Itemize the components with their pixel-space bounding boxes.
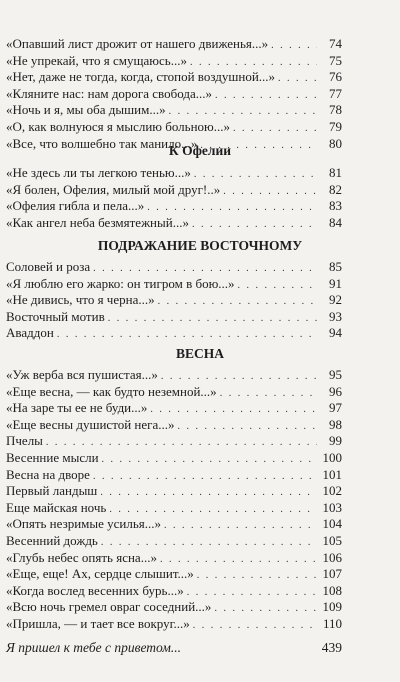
toc-entry[interactable] xyxy=(6,383,342,401)
entry-page: 98 xyxy=(329,416,342,432)
entry-page: 92 xyxy=(329,292,342,308)
entry-page: 106 xyxy=(322,549,342,565)
dot-leader xyxy=(57,326,317,344)
entry-title: «Я люблю его жарко: он тигром в бою...» xyxy=(6,275,235,291)
toc-entry[interactable] xyxy=(6,466,342,484)
toc-entry[interactable] xyxy=(6,324,342,342)
toc-entry[interactable] xyxy=(6,482,342,500)
entry-title: «Не здесь ли ты легкою тенью...» xyxy=(6,165,191,180)
entry-page: 84 xyxy=(329,214,342,230)
toc-entry[interactable] xyxy=(6,565,342,583)
entry-title: «Всю ночь гремел овраг соседний...» xyxy=(6,599,212,615)
entry-page: 82 xyxy=(329,181,342,197)
toc-entry[interactable] xyxy=(6,432,342,450)
entry-page: 78 xyxy=(329,102,342,118)
entry-page: 101 xyxy=(322,466,342,482)
toc-entry[interactable] xyxy=(6,499,342,517)
entry-title: «Не дивись, что я черна...» xyxy=(6,292,155,308)
entry-title: «Офелия гибла и пела...» xyxy=(6,198,145,214)
dot-leader xyxy=(192,216,317,234)
toc-entry[interactable] xyxy=(6,214,342,232)
entry-page: 109 xyxy=(322,599,342,615)
toc-entry[interactable] xyxy=(6,598,342,616)
entry-page: 91 xyxy=(329,275,342,291)
entry-page: 97 xyxy=(329,400,342,416)
toc-entry[interactable] xyxy=(6,35,342,53)
entry-title: Аваддон xyxy=(6,325,54,341)
entry-title: «Когда вослед весенних бурь...» xyxy=(6,582,184,598)
toc-entry[interactable] xyxy=(6,164,342,182)
entry-title: Пчелы xyxy=(6,433,43,449)
toc-entry[interactable] xyxy=(6,308,342,326)
section-heading: К Офелии xyxy=(168,143,232,158)
toc-entry[interactable] xyxy=(6,615,342,633)
toc-entry[interactable] xyxy=(6,399,342,417)
entry-title: «Еще весны душистой нега...» xyxy=(6,416,175,432)
entry-page: 108 xyxy=(322,582,342,598)
running-title: Я пришел к тебе с приветом... xyxy=(6,640,182,655)
entry-page: 99 xyxy=(329,433,342,449)
toc-entry[interactable] xyxy=(6,258,342,276)
page-number: 439 xyxy=(321,640,342,655)
entry-title: «Уж верба вся пушистая...» xyxy=(6,367,158,382)
entry-page: 107 xyxy=(322,566,342,582)
entry-title: «Пришла, — и тает все вокруг...» xyxy=(6,616,190,631)
toc-entry[interactable] xyxy=(6,68,342,86)
toc-entry[interactable] xyxy=(6,197,342,215)
entry-page: 74 xyxy=(329,36,342,51)
entry-title: «Глубь небес опять ясна...» xyxy=(6,549,157,565)
toc-entry[interactable] xyxy=(6,52,342,70)
entry-page: 104 xyxy=(322,516,342,532)
entry-page: 77 xyxy=(329,85,342,101)
entry-page: 105 xyxy=(322,533,342,548)
section-heading: ВЕСНА xyxy=(175,346,224,361)
entry-page: 85 xyxy=(329,259,342,274)
entry-title: «Нет, даже не тогда, когда, стопой воздушной...» xyxy=(6,69,276,85)
toc-entry[interactable] xyxy=(6,449,342,467)
entry-page: 100 xyxy=(322,450,342,465)
entry-title: «Еще, еще! Ах, сердце слышит...» xyxy=(6,566,194,582)
toc-entry[interactable] xyxy=(6,85,342,103)
entry-title: Соловей и роза xyxy=(6,259,91,274)
entry-title: «Все, что волшебно так манило...» xyxy=(6,135,198,151)
entry-title: «Опять незримые усилья...» xyxy=(6,516,162,532)
entry-title: Весна на дворе xyxy=(6,466,90,482)
entry-title: «На заре ты ее не буди...» xyxy=(6,400,148,416)
entry-title: Еще майская ночь xyxy=(6,499,107,515)
toc-entry[interactable] xyxy=(6,101,342,119)
entry-page: 83 xyxy=(329,198,342,214)
entry-page: 93 xyxy=(329,308,342,324)
entry-title: Восточный мотив xyxy=(6,308,105,324)
entry-page: 103 xyxy=(322,499,342,515)
entry-title: «Не упрекай, что я смущаюсь...» xyxy=(6,52,187,68)
entry-title: Первый ландыш xyxy=(6,483,98,499)
toc-entry[interactable] xyxy=(6,118,342,136)
entry-title: «Кляните нас: нам дорога свобода...» xyxy=(6,85,212,101)
dot-leader xyxy=(193,617,317,635)
entry-page: 95 xyxy=(329,367,342,382)
toc-entry[interactable] xyxy=(6,532,342,550)
toc-entry[interactable] xyxy=(6,181,342,199)
entry-title: «О, как волнуюся я мыслию больною...» xyxy=(6,119,231,134)
entry-title: «Опавший лист дрожит от нашего движенья...» xyxy=(6,36,269,51)
entry-title: «Еще весна, — как будто неземной...» xyxy=(6,383,217,399)
entry-page: 94 xyxy=(329,325,342,341)
entry-page: 96 xyxy=(329,383,342,399)
entry-page: 75 xyxy=(329,52,342,68)
toc-entry[interactable] xyxy=(6,582,342,600)
entry-page: 81 xyxy=(329,165,342,180)
section-heading: ПОДРАЖАНИЕ ВОСТОЧНОМУ xyxy=(97,238,303,253)
entry-title: Весенний дождь xyxy=(6,533,98,548)
toc-entry[interactable] xyxy=(6,366,342,384)
entry-title: «Я болен, Офелия, милый мой друг!..» xyxy=(6,181,221,197)
toc-entry[interactable] xyxy=(6,291,342,309)
entry-page: 76 xyxy=(329,69,342,85)
entry-title: Весенние мысли xyxy=(6,450,99,465)
entry-title: «Ночь и я, мы оба дышим...» xyxy=(6,102,166,118)
toc-entry[interactable] xyxy=(6,549,342,567)
entry-page: 80 xyxy=(329,135,342,151)
toc-entry[interactable] xyxy=(6,515,342,533)
toc-entry[interactable] xyxy=(6,275,342,293)
entry-title: «Как ангел неба безмятежный...» xyxy=(6,214,189,230)
entry-page: 102 xyxy=(322,483,342,499)
entry-page: 79 xyxy=(329,119,342,134)
toc-entry[interactable] xyxy=(6,416,342,434)
entry-page: 110 xyxy=(322,616,342,631)
